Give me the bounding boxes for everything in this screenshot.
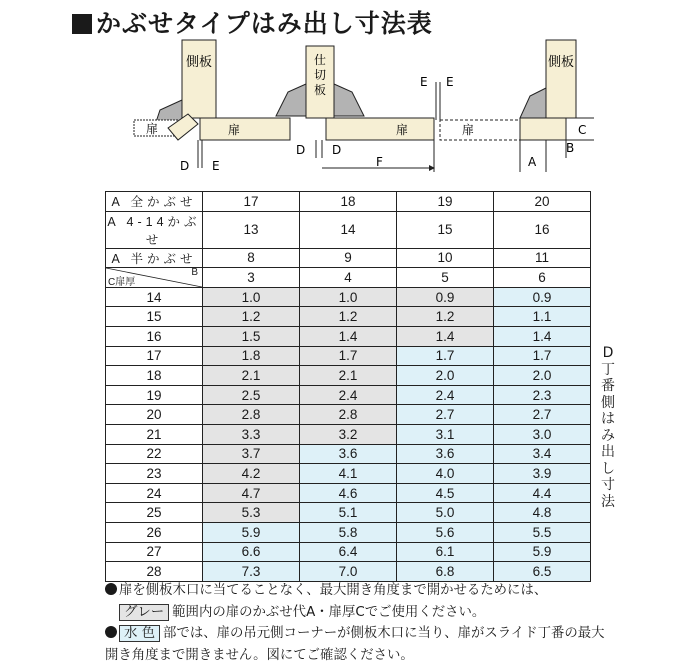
table-row (106, 346, 591, 366)
d-value: 4.6 (300, 483, 397, 503)
d-value: 1.8 (203, 346, 300, 366)
door-bar-1 (200, 118, 290, 140)
header-value: 14 (300, 211, 397, 248)
d-value: 5.8 (300, 522, 397, 542)
d-value: 3.6 (397, 444, 494, 464)
d-value: 3.4 (494, 444, 591, 464)
gray-tag: グレー (119, 604, 169, 621)
d-value: 1.0 (203, 287, 300, 307)
note-text-3: 部では、扉の吊元側コーナーが側板木口に当り、扉がスライド丁番の最大 (163, 626, 605, 641)
d-value: 1.2 (203, 307, 300, 327)
d-value: 1.7 (300, 346, 397, 366)
d-value: 1.4 (397, 326, 494, 346)
note-text-1: 扉を側板木口に当てることなく、最大開き角度まで開かせるためには、 (119, 583, 548, 598)
side-label-d-letter: D (602, 345, 614, 361)
d-value: 3.1 (397, 424, 494, 444)
header-value: 10 (397, 248, 494, 268)
door-bar-2 (326, 118, 434, 140)
table-row (106, 503, 591, 523)
d-value: 2.4 (300, 385, 397, 405)
d-value: 6.4 (300, 542, 397, 562)
header-value: 15 (397, 211, 494, 248)
c-thickness: 22 (106, 444, 203, 464)
table-row (106, 405, 591, 425)
door-bar-3-label: 扉 (462, 123, 475, 137)
note-text-2: 範囲内の扉のかぶせ代A・扉厚Cでご使用ください。 (172, 604, 486, 620)
c-thickness: 19 (106, 385, 203, 405)
b-value: 6 (494, 268, 591, 288)
page-title (72, 4, 433, 40)
dim-label-d3: D (332, 143, 342, 157)
table-row (106, 464, 591, 484)
c-thickness: 14 (106, 287, 203, 307)
d-value: 3.3 (203, 424, 300, 444)
b-value: 5 (397, 268, 494, 288)
table-row (106, 366, 591, 386)
table-row (106, 562, 591, 582)
d-value: 2.8 (203, 405, 300, 425)
hinge-mid-right (334, 84, 364, 116)
dim-label-f: F (376, 155, 383, 169)
hinge-right-shape (520, 88, 546, 118)
header-row (106, 211, 591, 248)
bullet-icon (105, 583, 117, 595)
d-value: 1.2 (397, 307, 494, 327)
side-label-text: 丁番側はみ出し寸法 (601, 361, 615, 510)
table-row (106, 522, 591, 542)
bullet-icon (105, 626, 117, 638)
d-value: 5.0 (397, 503, 494, 523)
d-value: 1.1 (494, 307, 591, 327)
note-line-4 (105, 645, 695, 667)
door-left-label: 扉 (146, 122, 159, 136)
d-value: 1.5 (203, 326, 300, 346)
table-row (106, 483, 591, 503)
d-value: 1.4 (494, 326, 591, 346)
header-value: 9 (300, 248, 397, 268)
d-value: 5.3 (203, 503, 300, 523)
header-value: 20 (494, 192, 591, 212)
d-value: 4.4 (494, 483, 591, 503)
dimension-table (105, 191, 591, 582)
d-value: 1.7 (494, 346, 591, 366)
door-bar-1-label: 扉 (228, 123, 241, 137)
header-value: 18 (300, 192, 397, 212)
table-row (106, 307, 591, 327)
d-value: 7.0 (300, 562, 397, 582)
d-value: 4.2 (203, 464, 300, 484)
d-value: 4.0 (397, 464, 494, 484)
c-thickness: 23 (106, 464, 203, 484)
header-value: 16 (494, 211, 591, 248)
d-value: 2.5 (203, 385, 300, 405)
header-label: A 4-14かぶせ (106, 211, 203, 248)
note-line-2 (105, 602, 695, 624)
table-row (106, 444, 591, 464)
divider-label-2: 切 (313, 68, 327, 82)
d-value: 5.9 (494, 542, 591, 562)
c-thickness: 21 (106, 424, 203, 444)
title-text: かぶせタイプはみ出し寸法表 (96, 9, 433, 38)
d-value: 5.1 (300, 503, 397, 523)
d-value: 4.7 (203, 483, 300, 503)
b-value: 4 (300, 268, 397, 288)
note-text-4: 開き角度まで開きません。図にてご確認ください。 (105, 647, 414, 663)
divider-label-3: 板 (313, 83, 327, 97)
header-label: A 半かぶせ (106, 248, 203, 268)
d-value: 6.1 (397, 542, 494, 562)
d-value: 5.6 (397, 522, 494, 542)
c-thickness: 17 (106, 346, 203, 366)
notes (105, 580, 695, 666)
table-row (106, 326, 591, 346)
corner-cell (106, 268, 203, 288)
table-row (106, 542, 591, 562)
blue-tag: 水 色 (119, 625, 160, 642)
header-value: 13 (203, 211, 300, 248)
side-panel-right (546, 40, 576, 118)
dim-label-d2: D (296, 143, 306, 157)
b-value: 3 (203, 268, 300, 288)
d-value: 3.0 (494, 424, 591, 444)
table-row (106, 424, 591, 444)
door-bar-2-label: 扉 (396, 123, 409, 137)
d-value: 2.3 (494, 385, 591, 405)
d-value: 0.9 (397, 287, 494, 307)
d-value: 3.9 (494, 464, 591, 484)
dim-label-e3: E (446, 75, 454, 89)
d-value: 3.2 (300, 424, 397, 444)
d-value: 1.2 (300, 307, 397, 327)
header-label: A 全かぶせ (106, 192, 203, 212)
hinge-diagram (0, 36, 700, 188)
dim-label-c: C (578, 123, 587, 137)
c-thickness: 20 (106, 405, 203, 425)
d-value: 2.0 (397, 366, 494, 386)
d-value: 2.1 (300, 366, 397, 386)
d-value: 6.6 (203, 542, 300, 562)
title-square-icon (72, 14, 92, 34)
d-value: 3.7 (203, 444, 300, 464)
d-value: 2.0 (494, 366, 591, 386)
d-value: 1.7 (397, 346, 494, 366)
d-value: 1.0 (300, 287, 397, 307)
table-row (106, 287, 591, 307)
header-value: 8 (203, 248, 300, 268)
side-label-d (597, 345, 619, 510)
d-value: 2.8 (300, 405, 397, 425)
d-value: 2.7 (397, 405, 494, 425)
c-thickness: 26 (106, 522, 203, 542)
table-row (106, 385, 591, 405)
d-value: 1.4 (300, 326, 397, 346)
c-thickness: 16 (106, 326, 203, 346)
d-value: 4.1 (300, 464, 397, 484)
corner-b: B (191, 267, 198, 279)
d-value: 3.6 (300, 444, 397, 464)
d-value: 5.5 (494, 522, 591, 542)
d-value: 2.4 (397, 385, 494, 405)
header-value: 17 (203, 192, 300, 212)
door-right-closed (520, 118, 566, 140)
d-value: 0.9 (494, 287, 591, 307)
side-panel-left-label: 側板 (185, 55, 213, 70)
corner-c: C扉厚 (108, 276, 136, 288)
dim-label-e1: E (212, 159, 220, 173)
c-thickness: 24 (106, 483, 203, 503)
note-line-1 (105, 580, 695, 602)
c-thickness: 18 (106, 366, 203, 386)
dim-label-b: B (566, 141, 575, 155)
d-value: 6.5 (494, 562, 591, 582)
c-thickness: 28 (106, 562, 203, 582)
header-value: 19 (397, 192, 494, 212)
d-value: 4.5 (397, 483, 494, 503)
note-line-3 (105, 623, 695, 645)
divider-label-1: 仕 (313, 53, 327, 67)
b-row (106, 268, 591, 288)
c-thickness: 27 (106, 542, 203, 562)
c-thickness: 15 (106, 307, 203, 327)
d-value: 5.9 (203, 522, 300, 542)
d-value: 7.3 (203, 562, 300, 582)
d-value: 2.7 (494, 405, 591, 425)
hinge-mid-left (276, 84, 306, 116)
d-value: 4.8 (494, 503, 591, 523)
side-panel-right-label: 側板 (547, 55, 575, 70)
header-value: 11 (494, 248, 591, 268)
d-value: 2.1 (203, 366, 300, 386)
header-row (106, 192, 591, 212)
dim-label-d1: D (180, 159, 190, 173)
header-row (106, 248, 591, 268)
side-panel-left (182, 40, 216, 118)
c-thickness: 25 (106, 503, 203, 523)
d-value: 6.8 (397, 562, 494, 582)
dim-label-a: A (528, 155, 537, 169)
dim-label-e2: E (420, 75, 428, 89)
